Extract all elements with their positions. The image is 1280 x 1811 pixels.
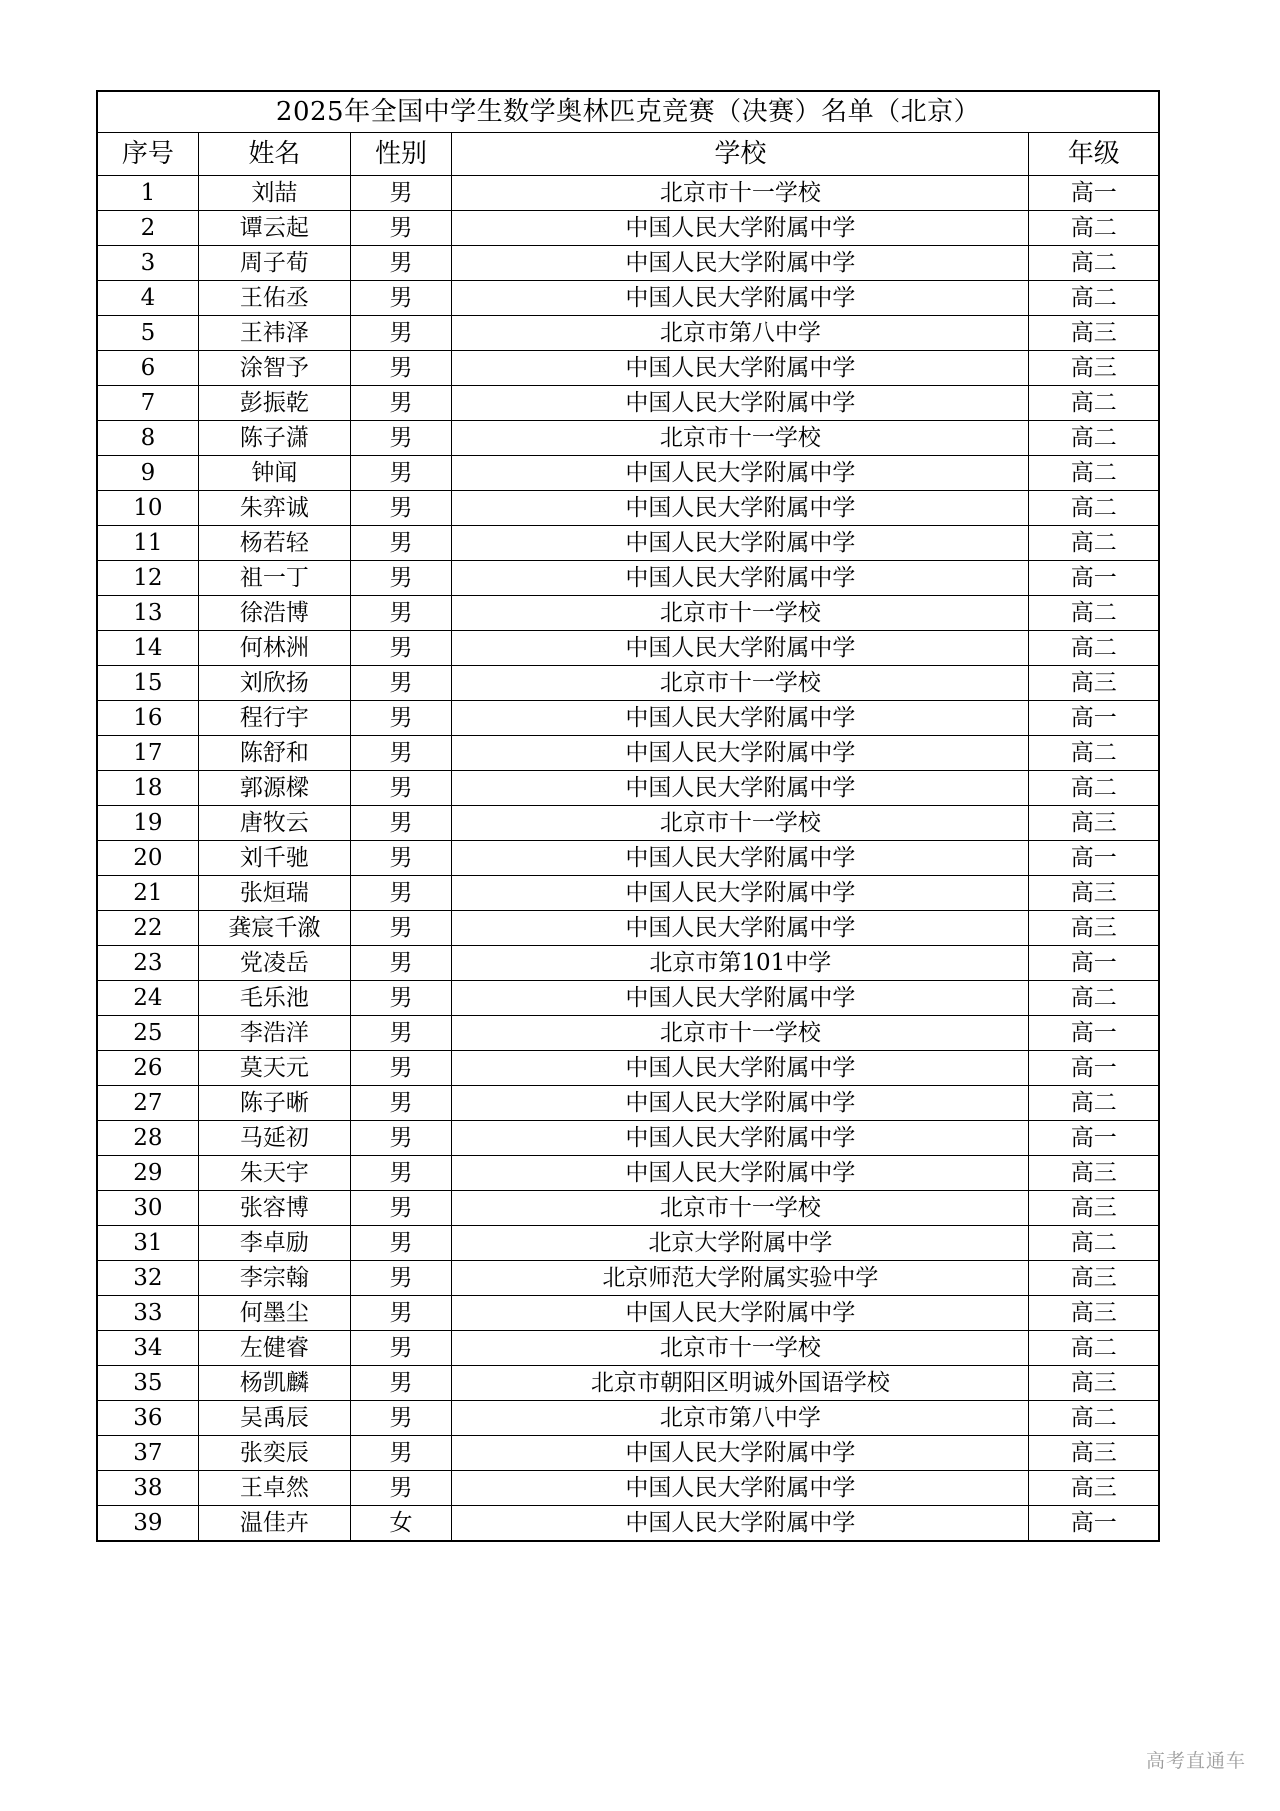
table-row (97, 666, 1159, 701)
row-sex: 男 (350, 946, 451, 981)
row-index: 39 (97, 1506, 198, 1542)
row-grade: 高三 (1029, 911, 1159, 946)
row-grade: 高二 (1029, 736, 1159, 771)
row-index: 18 (97, 771, 198, 806)
row-grade: 高三 (1029, 316, 1159, 351)
row-school: 中国人民大学附属中学 (452, 1506, 1029, 1542)
row-school: 中国人民大学附属中学 (452, 491, 1029, 526)
table-row (97, 631, 1159, 666)
table-row (97, 1016, 1159, 1051)
row-index: 14 (97, 631, 198, 666)
row-sex: 男 (350, 1191, 451, 1226)
row-school: 中国人民大学附属中学 (452, 876, 1029, 911)
row-index: 13 (97, 596, 198, 631)
row-name: 王卓然 (198, 1471, 350, 1506)
table-row (97, 176, 1159, 211)
row-name: 莫天元 (198, 1051, 350, 1086)
table-row (97, 1296, 1159, 1331)
row-name: 刘欣扬 (198, 666, 350, 701)
row-school: 北京市第八中学 (452, 1401, 1029, 1436)
row-index: 16 (97, 701, 198, 736)
row-name: 刘千驰 (198, 841, 350, 876)
row-grade: 高二 (1029, 421, 1159, 456)
row-grade: 高一 (1029, 1016, 1159, 1051)
row-school: 北京市第八中学 (452, 316, 1029, 351)
row-grade: 高二 (1029, 211, 1159, 246)
table-row (97, 526, 1159, 561)
row-school: 北京市十一学校 (452, 1016, 1029, 1051)
row-school: 中国人民大学附属中学 (452, 841, 1029, 876)
row-school: 北京师范大学附属实验中学 (452, 1261, 1029, 1296)
row-sex: 男 (350, 1086, 451, 1121)
page-title: 2025年全国中学生数学奥林匹克竞赛（决赛）名单（北京） (97, 91, 1159, 133)
table-row (97, 456, 1159, 491)
row-name: 唐牧云 (198, 806, 350, 841)
row-grade: 高二 (1029, 771, 1159, 806)
table-row (97, 1226, 1159, 1261)
row-grade: 高一 (1029, 1051, 1159, 1086)
row-school: 中国人民大学附属中学 (452, 631, 1029, 666)
row-sex: 男 (350, 631, 451, 666)
row-sex: 男 (350, 701, 451, 736)
row-index: 19 (97, 806, 198, 841)
row-name: 左健睿 (198, 1331, 350, 1366)
row-sex: 男 (350, 806, 451, 841)
row-school: 中国人民大学附属中学 (452, 1051, 1029, 1086)
row-grade: 高一 (1029, 701, 1159, 736)
row-sex: 男 (350, 1366, 451, 1401)
row-school: 中国人民大学附属中学 (452, 211, 1029, 246)
table-row (97, 351, 1159, 386)
row-sex: 男 (350, 1156, 451, 1191)
row-grade: 高二 (1029, 1226, 1159, 1261)
table-row (97, 491, 1159, 526)
row-grade: 高二 (1029, 1086, 1159, 1121)
row-sex: 男 (350, 911, 451, 946)
row-sex: 男 (350, 246, 451, 281)
row-sex: 男 (350, 386, 451, 421)
row-name: 朱天宇 (198, 1156, 350, 1191)
row-school: 中国人民大学附属中学 (452, 561, 1029, 596)
row-school: 中国人民大学附属中学 (452, 771, 1029, 806)
row-sex: 男 (350, 491, 451, 526)
row-grade: 高三 (1029, 1261, 1159, 1296)
row-index: 30 (97, 1191, 198, 1226)
row-school: 北京大学附属中学 (452, 1226, 1029, 1261)
row-sex: 男 (350, 561, 451, 596)
table-row (97, 596, 1159, 631)
row-grade: 高一 (1029, 841, 1159, 876)
row-sex: 男 (350, 281, 451, 316)
row-name: 杨若轻 (198, 526, 350, 561)
row-index: 4 (97, 281, 198, 316)
row-grade: 高三 (1029, 1436, 1159, 1471)
table-row (97, 1261, 1159, 1296)
row-name: 张容博 (198, 1191, 350, 1226)
row-name: 涂智予 (198, 351, 350, 386)
row-sex: 男 (350, 526, 451, 561)
column-header-grade: 年级 (1029, 133, 1159, 176)
row-sex: 男 (350, 1331, 451, 1366)
row-index: 6 (97, 351, 198, 386)
row-school: 北京市朝阳区明诚外国语学校 (452, 1366, 1029, 1401)
row-name: 何林洲 (198, 631, 350, 666)
row-index: 11 (97, 526, 198, 561)
row-sex: 男 (350, 176, 451, 211)
table-row (97, 1436, 1159, 1471)
row-sex: 男 (350, 736, 451, 771)
row-sex: 男 (350, 1471, 451, 1506)
row-school: 中国人民大学附属中学 (452, 736, 1029, 771)
table-row (97, 1471, 1159, 1506)
row-grade: 高三 (1029, 1366, 1159, 1401)
table-row (97, 946, 1159, 981)
roster-table-container (96, 90, 1160, 1542)
row-sex: 男 (350, 1016, 451, 1051)
row-sex: 男 (350, 1121, 451, 1156)
row-grade: 高三 (1029, 351, 1159, 386)
row-name: 李卓励 (198, 1226, 350, 1261)
table-row (97, 736, 1159, 771)
row-grade: 高二 (1029, 631, 1159, 666)
row-sex: 男 (350, 1436, 451, 1471)
row-index: 23 (97, 946, 198, 981)
row-school: 北京市十一学校 (452, 806, 1029, 841)
row-school: 中国人民大学附属中学 (452, 526, 1029, 561)
row-index: 33 (97, 1296, 198, 1331)
row-index: 10 (97, 491, 198, 526)
row-name: 祖一丁 (198, 561, 350, 596)
row-school: 北京市十一学校 (452, 1331, 1029, 1366)
row-name: 龚宸千漵 (198, 911, 350, 946)
row-sex: 男 (350, 456, 451, 491)
column-header-school: 学校 (452, 133, 1029, 176)
table-row (97, 1051, 1159, 1086)
row-name: 吴禹辰 (198, 1401, 350, 1436)
row-school: 中国人民大学附属中学 (452, 1296, 1029, 1331)
row-sex: 男 (350, 1226, 451, 1261)
row-sex: 男 (350, 666, 451, 701)
row-sex: 男 (350, 876, 451, 911)
row-sex: 男 (350, 1401, 451, 1436)
row-grade: 高二 (1029, 981, 1159, 1016)
row-name: 马延初 (198, 1121, 350, 1156)
row-grade: 高一 (1029, 176, 1159, 211)
table-row (97, 211, 1159, 246)
row-index: 32 (97, 1261, 198, 1296)
table-row (97, 701, 1159, 736)
row-grade: 高三 (1029, 1471, 1159, 1506)
column-header-name: 姓名 (198, 133, 350, 176)
row-school: 中国人民大学附属中学 (452, 1471, 1029, 1506)
table-row (97, 1191, 1159, 1226)
row-index: 3 (97, 246, 198, 281)
row-index: 20 (97, 841, 198, 876)
table-row (97, 876, 1159, 911)
row-school: 中国人民大学附属中学 (452, 386, 1029, 421)
table-row (97, 771, 1159, 806)
row-name: 陈子潇 (198, 421, 350, 456)
row-name: 谭云起 (198, 211, 350, 246)
row-index: 24 (97, 981, 198, 1016)
row-name: 郭源樑 (198, 771, 350, 806)
table-row (97, 246, 1159, 281)
row-school: 中国人民大学附属中学 (452, 911, 1029, 946)
row-sex: 男 (350, 841, 451, 876)
row-name: 钟闻 (198, 456, 350, 491)
row-index: 8 (97, 421, 198, 456)
row-index: 21 (97, 876, 198, 911)
row-school: 北京市十一学校 (452, 421, 1029, 456)
row-index: 17 (97, 736, 198, 771)
row-sex: 男 (350, 771, 451, 806)
row-school: 北京市十一学校 (452, 176, 1029, 211)
row-grade: 高二 (1029, 526, 1159, 561)
row-index: 1 (97, 176, 198, 211)
table-row (97, 316, 1159, 351)
row-grade: 高二 (1029, 491, 1159, 526)
row-index: 7 (97, 386, 198, 421)
row-name: 周子荀 (198, 246, 350, 281)
row-index: 9 (97, 456, 198, 491)
row-index: 25 (97, 1016, 198, 1051)
title-row (97, 91, 1159, 133)
row-name: 李宗翰 (198, 1261, 350, 1296)
row-name: 张烜瑞 (198, 876, 350, 911)
row-index: 26 (97, 1051, 198, 1086)
row-name: 徐浩博 (198, 596, 350, 631)
row-school: 北京市第101中学 (452, 946, 1029, 981)
row-sex: 男 (350, 1296, 451, 1331)
table-row (97, 981, 1159, 1016)
row-grade: 高一 (1029, 561, 1159, 596)
table-row (97, 281, 1159, 316)
table-row (97, 1506, 1159, 1542)
row-name: 朱弈诚 (198, 491, 350, 526)
header-row (97, 133, 1159, 176)
row-grade: 高三 (1029, 666, 1159, 701)
row-grade: 高三 (1029, 806, 1159, 841)
row-school: 中国人民大学附属中学 (452, 1086, 1029, 1121)
row-school: 中国人民大学附属中学 (452, 456, 1029, 491)
table-row (97, 561, 1159, 596)
roster-table (96, 90, 1160, 1542)
row-index: 2 (97, 211, 198, 246)
row-index: 27 (97, 1086, 198, 1121)
row-index: 22 (97, 911, 198, 946)
row-grade: 高二 (1029, 456, 1159, 491)
row-school: 中国人民大学附属中学 (452, 246, 1029, 281)
row-grade: 高二 (1029, 386, 1159, 421)
row-index: 29 (97, 1156, 198, 1191)
row-grade: 高二 (1029, 281, 1159, 316)
row-grade: 高三 (1029, 1156, 1159, 1191)
row-index: 28 (97, 1121, 198, 1156)
row-index: 36 (97, 1401, 198, 1436)
row-index: 35 (97, 1366, 198, 1401)
table-body (97, 176, 1159, 1542)
row-name: 何墨尘 (198, 1296, 350, 1331)
row-name: 杨凯麟 (198, 1366, 350, 1401)
row-index: 34 (97, 1331, 198, 1366)
row-grade: 高三 (1029, 1191, 1159, 1226)
table-row (97, 1401, 1159, 1436)
row-school: 中国人民大学附属中学 (452, 981, 1029, 1016)
row-grade: 高二 (1029, 246, 1159, 281)
row-school: 中国人民大学附属中学 (452, 351, 1029, 386)
row-index: 31 (97, 1226, 198, 1261)
table-row (97, 421, 1159, 456)
row-school: 中国人民大学附属中学 (452, 1436, 1029, 1471)
row-sex: 男 (350, 351, 451, 386)
row-school: 北京市十一学校 (452, 1191, 1029, 1226)
table-row (97, 1086, 1159, 1121)
row-grade: 高二 (1029, 1401, 1159, 1436)
row-name: 王佑丞 (198, 281, 350, 316)
row-grade: 高一 (1029, 1506, 1159, 1542)
row-name: 毛乐池 (198, 981, 350, 1016)
watermark: 高考直通车 (1145, 1750, 1246, 1772)
table-row (97, 841, 1159, 876)
table-row (97, 1366, 1159, 1401)
row-sex: 男 (350, 1051, 451, 1086)
row-name: 刘喆 (198, 176, 350, 211)
column-header-index: 序号 (97, 133, 198, 176)
row-sex: 男 (350, 981, 451, 1016)
row-grade: 高二 (1029, 596, 1159, 631)
row-index: 15 (97, 666, 198, 701)
row-index: 37 (97, 1436, 198, 1471)
row-school: 中国人民大学附属中学 (452, 1156, 1029, 1191)
row-grade: 高一 (1029, 1121, 1159, 1156)
row-name: 王祎泽 (198, 316, 350, 351)
row-school: 中国人民大学附属中学 (452, 1121, 1029, 1156)
row-school: 北京市十一学校 (452, 596, 1029, 631)
row-grade: 高二 (1029, 1331, 1159, 1366)
row-name: 程行宇 (198, 701, 350, 736)
table-head (97, 91, 1159, 176)
row-index: 12 (97, 561, 198, 596)
row-grade: 高三 (1029, 1296, 1159, 1331)
row-sex: 男 (350, 1261, 451, 1296)
row-index: 38 (97, 1471, 198, 1506)
table-row (97, 1121, 1159, 1156)
row-school: 北京市十一学校 (452, 666, 1029, 701)
table-row (97, 1331, 1159, 1366)
row-sex: 男 (350, 596, 451, 631)
row-school: 中国人民大学附属中学 (452, 281, 1029, 316)
table-row (97, 911, 1159, 946)
table-row (97, 1156, 1159, 1191)
row-sex: 男 (350, 421, 451, 456)
column-header-sex: 性别 (350, 133, 451, 176)
table-row (97, 386, 1159, 421)
row-school: 中国人民大学附属中学 (452, 701, 1029, 736)
row-name: 陈子晰 (198, 1086, 350, 1121)
row-name: 党凌岳 (198, 946, 350, 981)
table-row (97, 806, 1159, 841)
row-name: 温佳卉 (198, 1506, 350, 1542)
row-sex: 男 (350, 316, 451, 351)
row-sex: 女 (350, 1506, 451, 1542)
row-name: 陈舒和 (198, 736, 350, 771)
row-name: 彭振乾 (198, 386, 350, 421)
row-name: 李浩洋 (198, 1016, 350, 1051)
row-grade: 高一 (1029, 946, 1159, 981)
row-name: 张奕辰 (198, 1436, 350, 1471)
row-index: 5 (97, 316, 198, 351)
row-sex: 男 (350, 211, 451, 246)
row-grade: 高三 (1029, 876, 1159, 911)
